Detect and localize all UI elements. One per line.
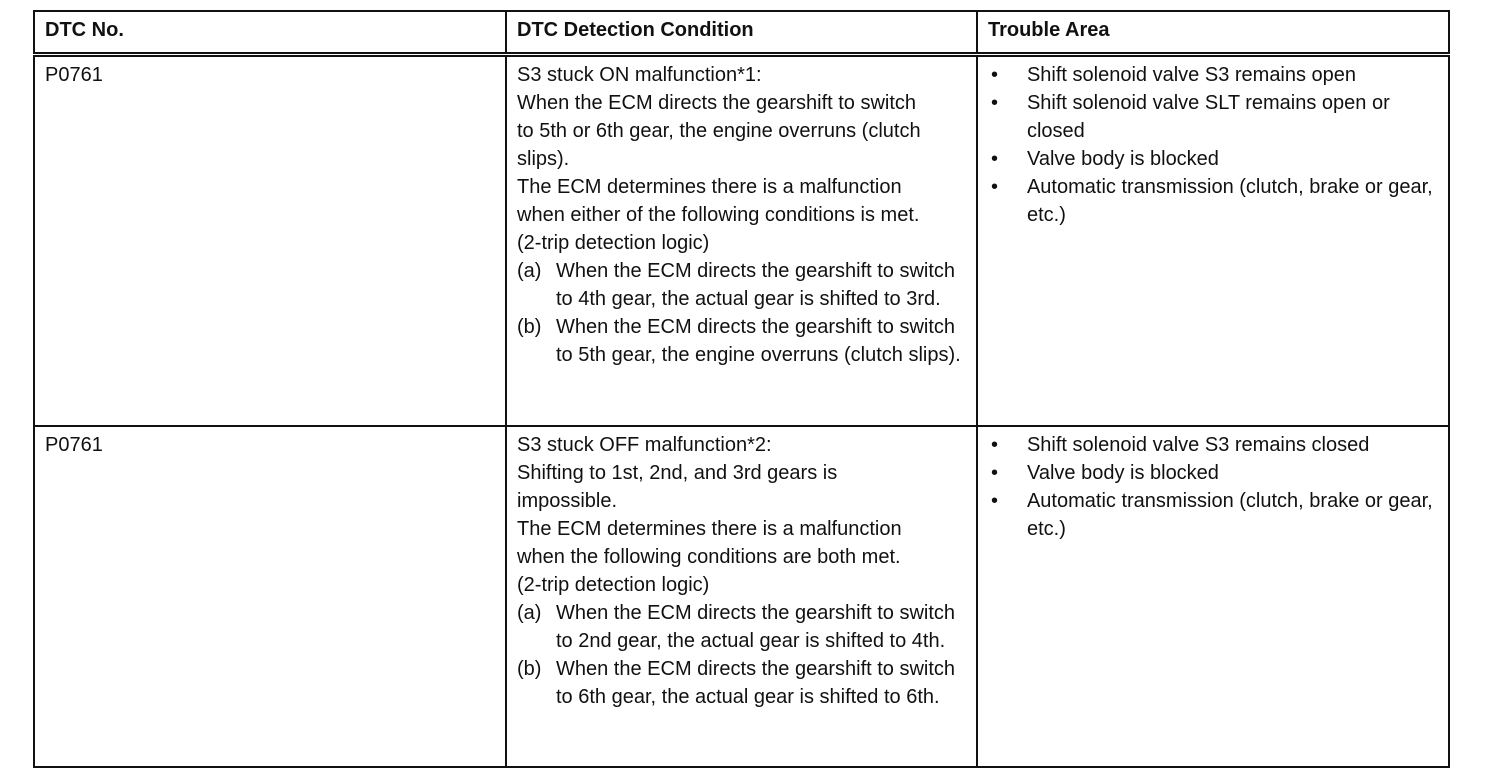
trouble-area-text: Shift solenoid valve S3 remains open bbox=[1026, 64, 1357, 86]
detection-condition-cell bbox=[506, 426, 977, 767]
bullet-icon: • bbox=[990, 148, 998, 170]
item-marker: (b) bbox=[517, 658, 542, 680]
bullet-icon: • bbox=[990, 434, 998, 456]
condition-line: The ECM determines there is a malfunction bbox=[517, 518, 902, 540]
condition-title: S3 stuck OFF malfunction*2: bbox=[517, 434, 772, 456]
condition-item bbox=[517, 257, 966, 313]
list-item bbox=[988, 145, 1438, 173]
bullet-icon: • bbox=[990, 462, 998, 484]
dtc-no-cell: P0761 bbox=[34, 55, 506, 427]
trouble-area-text: Automatic transmission (clutch, brake or gear, etc.) bbox=[1026, 176, 1433, 226]
list-item bbox=[988, 173, 1438, 229]
condition-item bbox=[517, 599, 966, 655]
item-text: When the ECM directs the gearshift to switch to 6th gear, the actual gear is shifted to 6th. bbox=[556, 658, 956, 708]
trouble-area-cell bbox=[977, 426, 1449, 767]
item-text: When the ECM directs the gearshift to switch to 4th gear, the actual gear is shifted to 3rd. bbox=[556, 260, 956, 310]
condition-line: When the ECM directs the gearshift to switch bbox=[517, 92, 917, 114]
item-marker: (b) bbox=[517, 316, 542, 338]
condition-line: when the following conditions are both met. bbox=[517, 546, 901, 568]
condition-item bbox=[517, 655, 966, 711]
list-item bbox=[988, 89, 1438, 145]
item-text: When the ECM directs the gearshift to switch to 2nd gear, the actual gear is shifted to 4th. bbox=[556, 602, 956, 652]
bullet-icon: • bbox=[990, 176, 998, 198]
condition-line: when either of the following conditions is met. bbox=[517, 204, 920, 226]
list-item bbox=[988, 459, 1438, 487]
condition-line: impossible. bbox=[517, 490, 618, 512]
header-dtc-no: DTC No. bbox=[34, 11, 506, 55]
list-item bbox=[988, 61, 1438, 89]
trouble-area-text: Shift solenoid valve S3 remains closed bbox=[1026, 434, 1370, 456]
condition-line: (2-trip detection logic) bbox=[517, 574, 710, 596]
list-item bbox=[988, 487, 1438, 543]
header-row bbox=[34, 11, 1449, 55]
condition-item bbox=[517, 313, 966, 369]
condition-line: (2-trip detection logic) bbox=[517, 232, 710, 254]
condition-title: S3 stuck ON malfunction*1: bbox=[517, 64, 762, 86]
table-row bbox=[34, 426, 1449, 767]
dtc-no-cell: P0761 bbox=[34, 426, 506, 767]
trouble-area-list bbox=[988, 61, 1438, 229]
condition-line: to 5th or 6th gear, the engine overruns (clutch bbox=[517, 120, 921, 142]
bullet-icon: • bbox=[990, 490, 998, 512]
item-text: When the ECM directs the gearshift to switch to 5th gear, the engine overruns (clutch slips). bbox=[556, 316, 961, 366]
bullet-icon: • bbox=[990, 64, 998, 86]
trouble-area-text: Automatic transmission (clutch, brake or gear, etc.) bbox=[1026, 490, 1433, 540]
table-row bbox=[34, 55, 1449, 427]
header-detection-condition: DTC Detection Condition bbox=[506, 11, 977, 55]
item-marker: (a) bbox=[517, 260, 542, 282]
detection-condition-cell bbox=[506, 55, 977, 427]
dtc-table bbox=[33, 10, 1450, 768]
trouble-area-text: Valve body is blocked bbox=[1026, 462, 1219, 484]
trouble-area-text: Shift solenoid valve SLT remains open or closed bbox=[1026, 92, 1390, 142]
list-item bbox=[988, 431, 1438, 459]
trouble-area-cell bbox=[977, 55, 1449, 427]
trouble-area-list bbox=[988, 431, 1438, 543]
condition-line: slips). bbox=[517, 148, 570, 170]
bullet-icon: • bbox=[990, 92, 998, 114]
item-marker: (a) bbox=[517, 602, 542, 624]
header-trouble-area: Trouble Area bbox=[977, 11, 1449, 55]
condition-line: The ECM determines there is a malfunction bbox=[517, 176, 902, 198]
trouble-area-text: Valve body is blocked bbox=[1026, 148, 1219, 170]
condition-line: Shifting to 1st, 2nd, and 3rd gears is bbox=[517, 462, 838, 484]
